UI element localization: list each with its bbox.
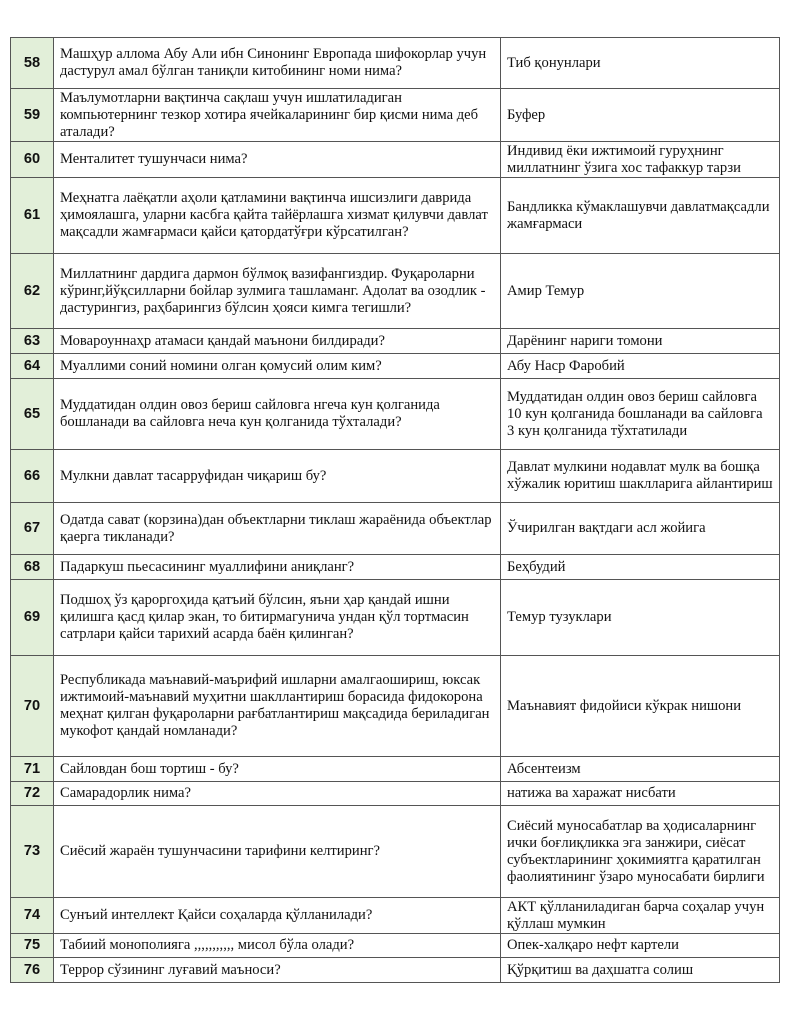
- question-number: 61: [11, 178, 54, 254]
- question-number: 64: [11, 354, 54, 379]
- question-text: Падаркуш пьесасининг муаллифини аниқланг?: [54, 555, 501, 580]
- question-number: 69: [11, 580, 54, 656]
- question-number: 76: [11, 958, 54, 983]
- question-number: 58: [11, 38, 54, 89]
- answer-text: Абу Наср Фаробий: [501, 354, 780, 379]
- table-row: [11, 329, 780, 354]
- table-row: [11, 580, 780, 656]
- table-row: [11, 254, 780, 329]
- question-number: 67: [11, 503, 54, 555]
- question-text: Миллатнинг дардига дармон бўлмоқ вазифангиздир. Фуқароларни кўринг,йўқсилларни бойлар зулмига ташламанг. Адолат ва озодлик - дастурингиз, раҳбарингиз бўлсин ҳояси кимга тегишли?: [54, 254, 501, 329]
- answer-text: Дарёнинг нариги томони: [501, 329, 780, 354]
- question-number: 72: [11, 782, 54, 806]
- table-row: [11, 555, 780, 580]
- table-row: [11, 38, 780, 89]
- question-text: Мулкни давлат тасарруфидан чиқариш бу?: [54, 450, 501, 503]
- answer-text: Муддатидан олдин овоз бериш сайловга 10 кун қолганида бошланади ва сайловга 3 кун қолганида тўхтатилади: [501, 379, 780, 450]
- question-number: 65: [11, 379, 54, 450]
- table-row: [11, 354, 780, 379]
- table-row: [11, 503, 780, 555]
- answer-text: Давлат мулкини нодавлат мулк ва бошқа хўжалик юритиш шаклларига айлантириш: [501, 450, 780, 503]
- question-number: 74: [11, 898, 54, 934]
- answer-text: Абсентеизм: [501, 757, 780, 782]
- question-text: Сиёсий жараён тушунчасини тарифини келтиринг?: [54, 806, 501, 898]
- questions-table-body: [11, 38, 780, 983]
- answer-text: натижа ва харажат нисбати: [501, 782, 780, 806]
- answer-text: Бандликка кўмаклашувчи давлатмақсадли жамғармаси: [501, 178, 780, 254]
- table-row: [11, 89, 780, 142]
- question-text: Сайловдан бош тортиш - бу?: [54, 757, 501, 782]
- question-number: 75: [11, 934, 54, 958]
- answer-text: Амир Темур: [501, 254, 780, 329]
- question-number: 66: [11, 450, 54, 503]
- table-row: [11, 958, 780, 983]
- answer-text: Маънавият фидойиси кўкрак нишони: [501, 656, 780, 757]
- table-row: [11, 934, 780, 958]
- question-number: 73: [11, 806, 54, 898]
- question-text: Маълумотларни вақтинча сақлаш учун ишлатиладиган компьютернинг тезкор хотира ячейкаларининг бир қисми нима деб аталади?: [54, 89, 501, 142]
- question-text: Меҳнатга лаёқатли аҳоли қатламини вақтинча ишсизлиги даврида ҳимоялашга, уларни касбга қайта тайёрлашга хизмат қилувчи давлат мақсадли жамғармаси қайси қатордатўғри кўрсатилган?: [54, 178, 501, 254]
- question-number: 62: [11, 254, 54, 329]
- answer-text: АКТ қўлланиладиган барча соҳалар учун қўллаш мумкин: [501, 898, 780, 934]
- question-text: Муддатидан олдин овоз бериш сайловга нгеча кун қолганида бошланади ва сайловга неча кун қолганида тўхталади?: [54, 379, 501, 450]
- table-row: [11, 898, 780, 934]
- table-row: [11, 806, 780, 898]
- question-text: Сунъий интеллект Қайси соҳаларда қўлланилади?: [54, 898, 501, 934]
- table-row: [11, 450, 780, 503]
- question-number: 70: [11, 656, 54, 757]
- question-text: Мовароуннаҳр атамаси қандай маънони билдиради?: [54, 329, 501, 354]
- question-text: Самарадорлик нима?: [54, 782, 501, 806]
- answer-text: Индивид ёки ижтимоий гуруҳнинг миллатнинг ўзига хос тафаккур тарзи: [501, 142, 780, 178]
- table-row: [11, 656, 780, 757]
- question-text: Террор сўзининг луғавий маъноси?: [54, 958, 501, 983]
- question-number: 59: [11, 89, 54, 142]
- question-text: Муаллими соний номини олган қомусий олим ким?: [54, 354, 501, 379]
- table-row: [11, 782, 780, 806]
- question-number: 68: [11, 555, 54, 580]
- question-number: 63: [11, 329, 54, 354]
- answer-text: Тиб қонунлари: [501, 38, 780, 89]
- question-text: Табиий монополияга ,,,,,,,,,,, мисол бўла олади?: [54, 934, 501, 958]
- questions-table: [10, 37, 780, 983]
- question-number: 71: [11, 757, 54, 782]
- table-row: [11, 379, 780, 450]
- question-number: 60: [11, 142, 54, 178]
- question-text: Машҳур аллома Абу Али ибн Синонинг Европада шифокорлар учун дастурул амал бўлган таниқли китобининг номи нима?: [54, 38, 501, 89]
- answer-text: Сиёсий муносабатлар ва ҳодисаларнинг ички боғлиқликка эга занжири, сиёсат субъектларининг ҳокимиятга қаратилган фаолиятининг ўзаро муносабати бирлиги: [501, 806, 780, 898]
- answer-text: Беҳбудий: [501, 555, 780, 580]
- table-row: [11, 142, 780, 178]
- question-text: Менталитет тушунчаси нима?: [54, 142, 501, 178]
- answer-text: Қўрқитиш ва даҳшатга солиш: [501, 958, 780, 983]
- table-row: [11, 178, 780, 254]
- question-text: Республикада маънавий-маърифий ишларни амалгаошириш, юксак ижтимоий-маънавий муҳитни шакллантириш борасида фидокорона меҳнат қилган фуқароларни рағбатлантириш мақсадида бериладиган мукофот қандай номланади?: [54, 656, 501, 757]
- answer-text: Ўчирилган вақтдаги асл жойига: [501, 503, 780, 555]
- question-text: Одатда сават (корзина)дан объектларни тиклаш жараёнида объектлар қаерга тикланади?: [54, 503, 501, 555]
- answer-text: Буфер: [501, 89, 780, 142]
- answer-text: Опек-халқаро нефт картели: [501, 934, 780, 958]
- question-text: Подшоҳ ўз қароргоҳида қатъий бўлсин, яъни ҳар қандай ишни қилишга қасд қилар экан, то битирмагунича ундан қўл тортмасин сатрлари қайси тарихий асарда баён қилинган?: [54, 580, 501, 656]
- table-row: [11, 757, 780, 782]
- answer-text: Темур тузуклари: [501, 580, 780, 656]
